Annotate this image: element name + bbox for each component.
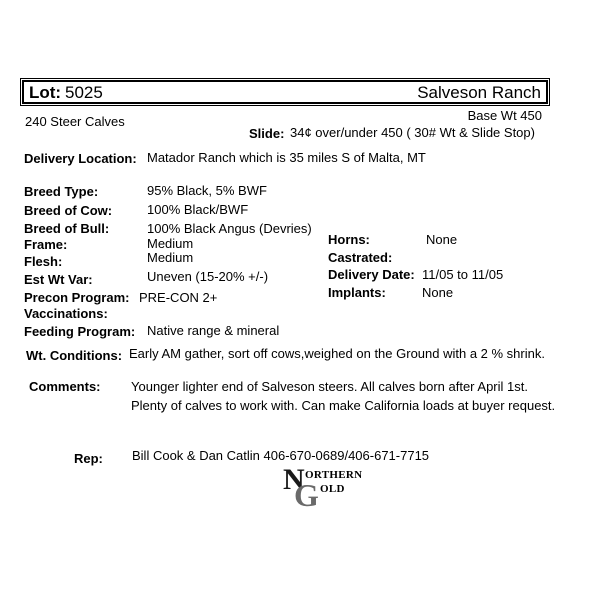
implants-value: None: [422, 285, 454, 300]
est-wt-var-label: Est Wt Var:: [24, 272, 93, 287]
castrated-label: Castrated:: [328, 250, 393, 265]
delivery-location-label: Delivery Location:: [24, 151, 137, 166]
breed-type-value: 95% Black, 5% BWF: [147, 183, 267, 198]
horns-value: None: [426, 232, 458, 247]
precon-label: Precon Program:: [24, 290, 130, 305]
est-wt-var-value: Uneven (15-20% +/-): [147, 269, 269, 284]
wt-conditions-value: Early AM gather, sort off cows,weighed on the Ground with a 2 % shrink.: [129, 346, 545, 361]
frame-value: Medium: [147, 236, 194, 251]
breed-of-bull-label: Breed of Bull:: [24, 221, 110, 236]
wt-conditions-label: Wt. Conditions:: [26, 348, 123, 363]
head-count: 240 Steer Calves: [25, 114, 125, 129]
delivery-location-value: Matador Ranch which is 35 miles S of Malta, MT: [147, 150, 426, 165]
comments-line-1: Younger lighter end of Salveson steers. All calves born after April 1st.: [131, 379, 528, 394]
flesh-label: Flesh:: [24, 254, 63, 269]
lot-number: 5025: [65, 83, 103, 102]
delivery-date-label: Delivery Date:: [328, 267, 415, 282]
breed-of-cow-label: Breed of Cow:: [24, 203, 113, 218]
comments-line-2: Plenty of calves to work with. Can make California loads at buyer request.: [131, 398, 556, 413]
northern-gold-logo: [283, 463, 375, 513]
ranch-name: Salveson Ranch: [417, 83, 541, 102]
breed-of-cow-value: 100% Black/BWF: [147, 202, 249, 217]
horns-label: Horns:: [328, 232, 370, 247]
flesh-value: Medium: [147, 250, 194, 265]
lot-header: [22, 80, 548, 104]
feeding-program-label: Feeding Program:: [24, 324, 136, 339]
feeding-program-value: Native range & mineral: [147, 323, 280, 338]
frame-label: Frame:: [24, 237, 68, 252]
breed-type-label: Breed Type:: [24, 184, 99, 199]
base-weight: Base Wt 450: [467, 108, 542, 123]
logo-letter-n: N: [283, 463, 305, 496]
precon-value: PRE-CON 2+: [139, 290, 218, 305]
rep-value: Bill Cook & Dan Catlin 406-670-0689/406-671-7715: [132, 448, 430, 463]
implants-label: Implants:: [328, 285, 386, 300]
lot-label: Lot:: [29, 83, 62, 102]
delivery-date-value: 11/05 to 11/05: [422, 267, 504, 282]
vaccinations-label: Vaccinations:: [24, 306, 108, 321]
logo-text-old: OLD: [320, 483, 345, 495]
breed-of-bull-value: 100% Black Angus (Devries): [147, 221, 312, 236]
slide-label: Slide:: [249, 126, 285, 141]
comments-label: Comments:: [29, 379, 101, 394]
rep-label: Rep:: [74, 451, 103, 466]
logo-text-orthern: ORTHERN: [305, 469, 363, 481]
logo-letter-g: G: [294, 477, 319, 513]
slide-value: 34¢ over/under 450 ( 30# Wt & Slide Stop): [290, 125, 535, 140]
